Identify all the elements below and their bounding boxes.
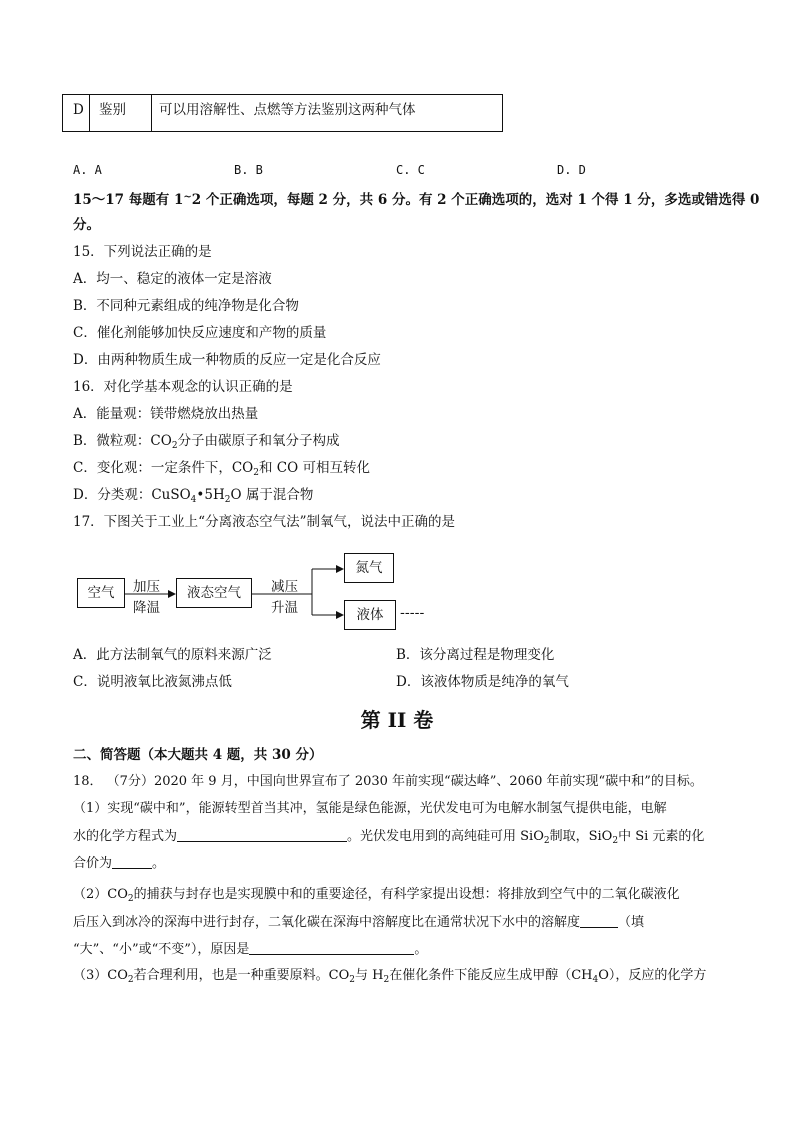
box-nitrogen: 氮气 [344,553,394,583]
text: 分子由碳原子和氧分子构成 [177,433,340,449]
answer-blank-equation[interactable] [177,827,347,842]
q14-option-d: D. D [557,163,586,177]
text: 。 [152,856,166,871]
q14-option-a: A. A [73,163,102,177]
box-air: 空气 [77,578,125,608]
instruction-text: 2 个正确选项，每题 2 分，共 6 分。有 2 个正确选项的，选对 1 个得 1 分，多选或错选得 0 [191,192,760,208]
label-cool: 降温 [133,600,160,616]
text: 和 CO 可相互转化 [258,460,370,476]
q15-option-c: C．催化剂能够加快反应速度和产物的质量 [73,325,327,341]
q18-part2-line2 [73,913,644,932]
text: （2）CO [73,887,128,902]
text: 水的化学方程式为 [73,829,178,844]
text: 合价为 [73,856,113,871]
label-depressurize: 减压 [271,579,298,595]
box-liquid: 液体 [344,600,396,630]
q17-option-c: C．说明液氧比液氮沸点低 [73,674,232,690]
text: 中 Si 元素的化 [618,829,705,844]
q18-part1-line1: （1）实现“碳中和”，能源转型首当其冲，氢能是绿色能源，光伏发电可为电解水制氢气提供电能，电解 [73,801,667,816]
subscript: 2 [612,836,619,846]
dashed-continuation: ----- [400,605,425,621]
text: 在催化条件下能反应生成甲醇（CH [389,968,593,983]
q15-option-d: D．由两种物质生成一种物质的反应一定是化合反应 [73,352,381,368]
answer-blank-solubility[interactable] [580,913,618,928]
q18-part1-line2 [73,827,704,850]
subscript: 4 [592,975,599,985]
subscript: 2 [349,975,355,985]
subscript: 2 [127,975,134,985]
subscript: 4 [190,495,197,505]
text: 。光伏发电用到的高纯硅可用 SiO [347,829,544,844]
text: （填 [618,915,645,930]
q15-option-b: B．不同种元素组成的纯净物是化合物 [73,298,299,314]
subscript: 2 [543,836,550,846]
subscript: 2 [127,894,134,904]
subscript: 2 [224,495,231,505]
text: 与 H [354,968,384,983]
text: （3）CO [73,968,128,983]
q18-part2-line3 [73,940,427,959]
q15-option-a: A．均一、稳定的液体一定是溶液 [73,271,272,287]
q16-stem: 16．对化学基本观念的认识正确的是 [73,379,293,395]
label-pressurize: 加压 [133,579,160,595]
q16-option-a: A．能量观：镁带燃烧放出热量 [73,406,259,422]
text: •5H [196,487,225,503]
text: C．变化观：一定条件下，CO [73,460,254,476]
q17-option-a: A．此方法制氧气的原料来源广泛 [73,647,272,663]
subscript: 2 [383,975,390,985]
q18-part3-line1 [73,967,706,989]
box-liquid-air: 液态空气 [176,578,252,608]
q14-option-b: B. B [234,163,263,177]
text: 若合理利用，也是一种重要原料。CO [133,968,350,983]
label-heat: 升温 [271,600,298,616]
q14-option-c: C. C [396,163,425,177]
q18-part1-line3 [73,854,165,873]
q17-option-b: B．该分离过程是物理变化 [396,647,555,663]
q18-part2-line1 [73,886,680,908]
text: 的捕获与封存也是实现膜中和的重要途径，有科学家提出设想：将排放到空气中的二氧化碳液化 [133,887,680,902]
text: 后压入到冰冷的深海中进行封存，二氧化碳在深海中溶解度比在通常状况下水中的溶解度 [73,915,581,930]
row-content: 可以用溶解性、点燃等方法鉴别这两种气体 [159,102,416,118]
row-letter: D [73,102,84,118]
text: O 属于混合物 [230,487,314,503]
text: 制取，SiO [549,829,613,844]
text: “大”、“小”或“不变”），原因是 [73,942,250,957]
part2-heading: 二、简答题（本大题共 4 题，共 30 分） [73,747,323,763]
instruction-tilde: ~ [183,192,192,203]
q17-stem: 17．下图关于工业上“分离液态空气法”制氧气，说法中正确的是 [73,514,455,530]
section-title: 第 II 卷 [360,708,434,732]
answer-blank-reason[interactable] [249,940,414,955]
subscript: 2 [171,441,178,451]
instruction-line-2: 分。 [73,217,100,233]
answer-blank-valence[interactable] [112,854,152,869]
q15-stem: 15．下列说法正确的是 [73,244,212,260]
text: O），反应的化学方 [598,968,707,983]
text: D．分类观：CuSO [73,487,191,503]
q17-option-d: D．该液体物质是纯净的氧气 [396,674,569,690]
subscript: 2 [253,468,259,478]
text: 。 [414,942,428,957]
text: B．微粒观：CO [73,433,172,449]
q18-intro: 18． （7分）2020 年 9 月，中国向世界宣布了 2030 年前实现“碳达峰”、2060 年前实现“碳中和”的目标。 [73,774,703,789]
row-label: 鉴别 [99,102,126,118]
instruction-text: 15～17 每题有 1 [73,192,184,208]
